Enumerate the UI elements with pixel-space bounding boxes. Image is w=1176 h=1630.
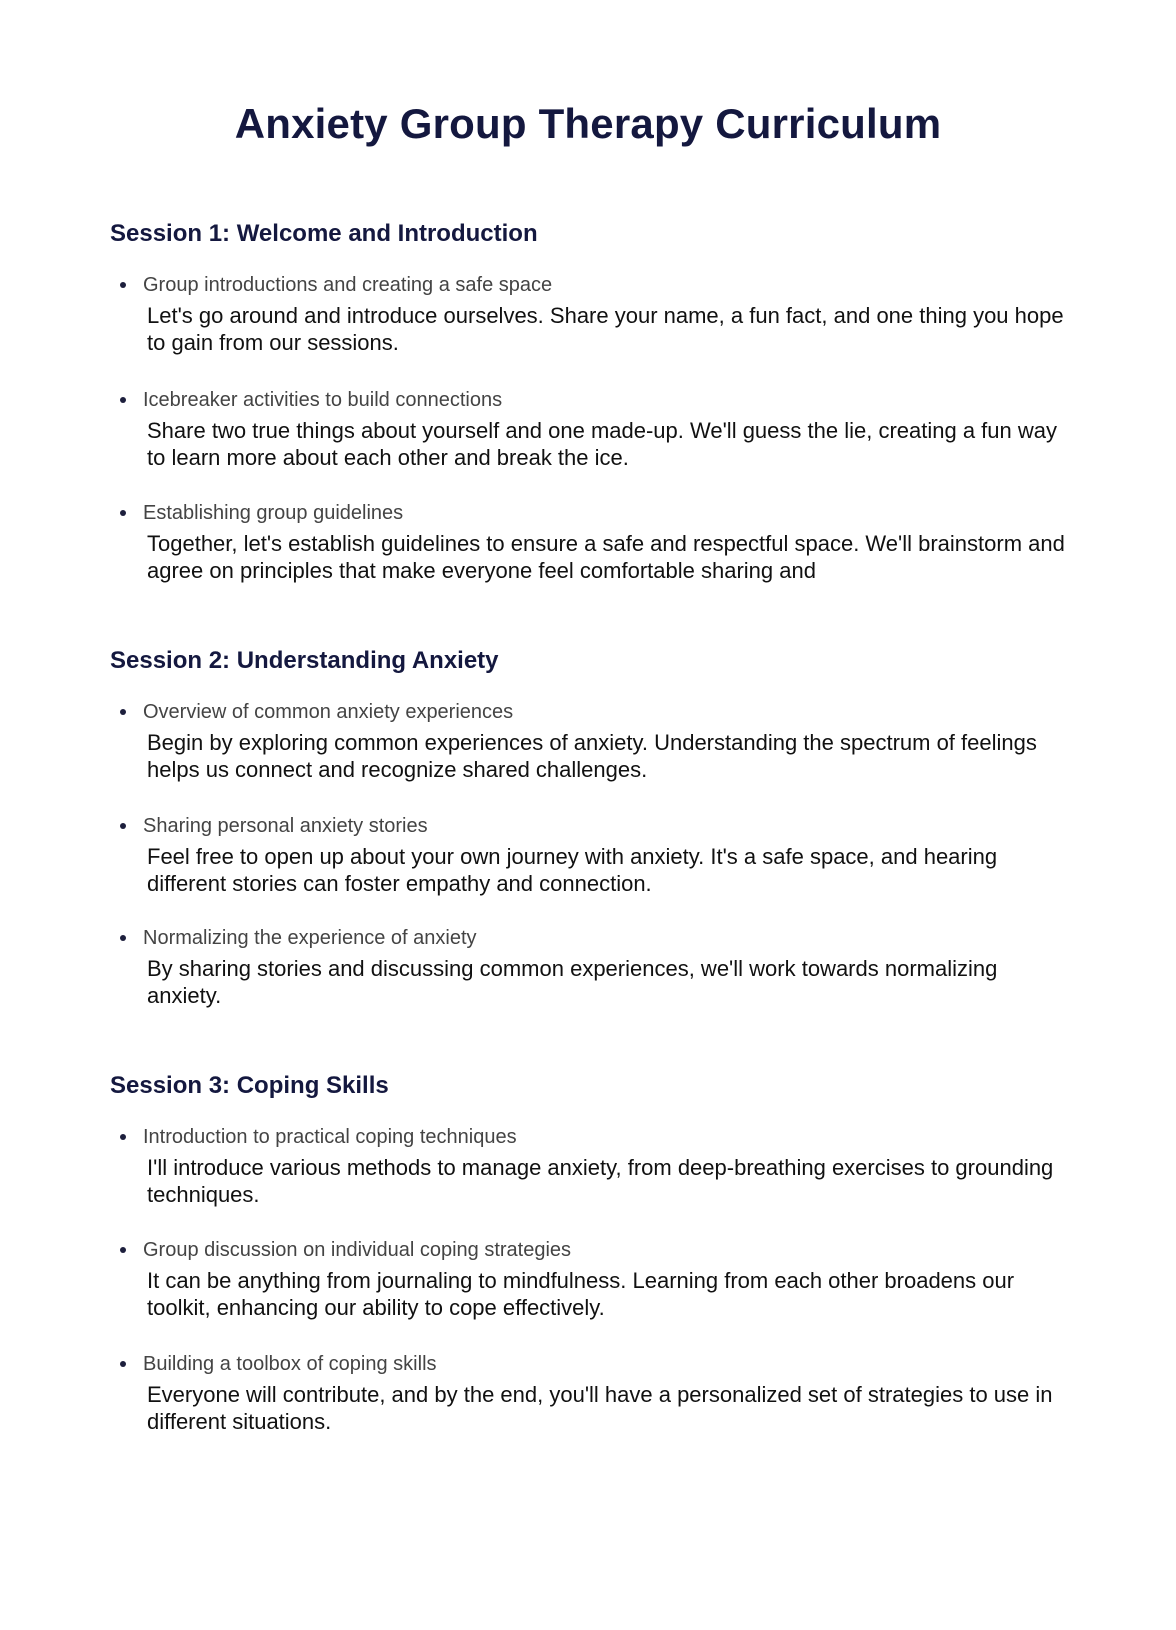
item-title: Sharing personal anxiety stories [143,815,428,837]
item-title: Group discussion on individual coping strategies [143,1239,572,1261]
bullet-icon [120,1134,126,1140]
item-title: Normalizing the experience of anxiety [143,927,477,949]
list-item [118,813,1078,897]
list-item [118,925,1078,1009]
bullet-icon [120,935,126,941]
item-description: Together, let's establish guidelines to ensure a safe and respectful space. We'll brainstorm and agree on principles that make everyone feel comfortable sharing and [147,531,1065,583]
item-description: Everyone will contribute, and by the end, you'll have a personalized set of strategies to use in different situations. [147,1382,1053,1434]
item-description: Feel free to open up about your own journey with anxiety. It's a safe space, and hearing different stories can foster empathy and connection. [147,844,998,896]
bullet-icon [120,709,126,715]
list-item [118,500,1078,584]
list-item [118,1237,1078,1321]
session-heading: Session 1: Welcome and Introduction [110,220,538,247]
bullet-icon [120,282,126,288]
list-item [118,699,1078,783]
item-description: It can be anything from journaling to mindfulness. Learning from each other broadens our toolkit, enhancing our ability to cope effectively. [147,1268,1015,1320]
item-title: Overview of common anxiety experiences [143,701,514,723]
item-description: Share two true things about yourself and one made-up. We'll guess the lie, creating a fun way to learn more about each other and break the ice. [147,418,1057,470]
list-item [118,1351,1078,1435]
item-title: Introduction to practical coping techniques [143,1126,517,1148]
item-title: Icebreaker activities to build connections [143,389,503,411]
session-heading: Session 3: Coping Skills [110,1072,389,1099]
item-description: Let's go around and introduce ourselves. Share your name, a fun fact, and one thing you hope to gain from our sessions. [147,303,1064,355]
item-title: Group introductions and creating a safe space [143,274,553,296]
list-item [118,1124,1078,1208]
list-item [118,272,1078,356]
bullet-icon [120,1247,126,1253]
item-description: I'll introduce various methods to manage anxiety, from deep-breathing exercises to grounding techniques. [147,1155,1054,1207]
bullet-icon [120,510,126,516]
item-title: Building a toolbox of coping skills [143,1353,437,1375]
bullet-icon [120,397,126,403]
item-title: Establishing group guidelines [143,502,404,524]
session-heading: Session 2: Understanding Anxiety [110,647,499,674]
list-item [118,387,1078,471]
item-description: Begin by exploring common experiences of anxiety. Understanding the spectrum of feelings helps us connect and recognize shared challenges. [147,730,1037,782]
bullet-icon [120,1361,126,1367]
bullet-icon [120,823,126,829]
document-title: Anxiety Group Therapy Curriculum [234,100,942,147]
item-description: By sharing stories and discussing common experiences, we'll work towards normalizing anxiety. [147,956,998,1008]
